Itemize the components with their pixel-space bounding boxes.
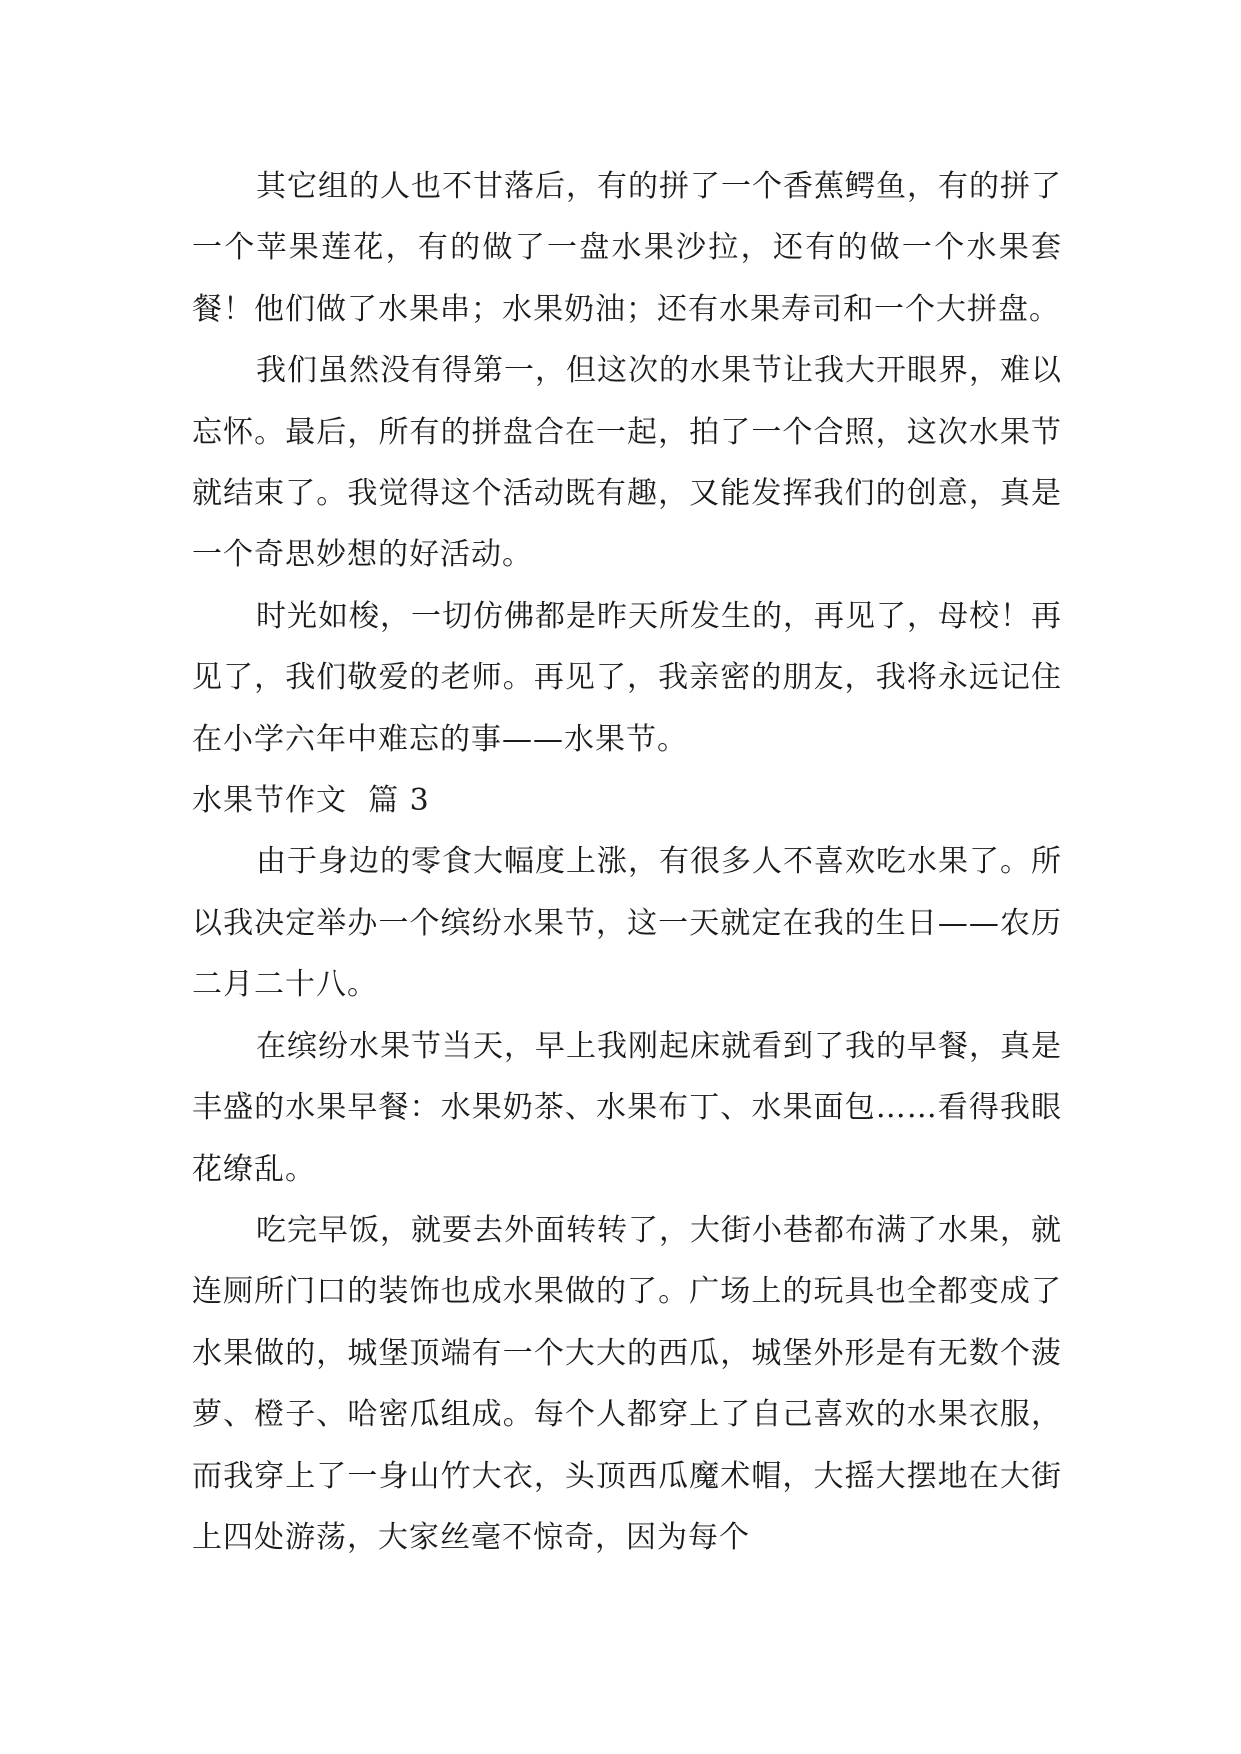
paragraph-snack-prices: 由于身边的零食大幅度上涨，有很多人不喜欢吃水果了。所以我决定举办一个缤纷水果节，这一天就定在我的生日——农历二月二十八。 [192, 844, 1062, 1003]
paragraph-not-first: 我们虽然没有得第一，但这次的水果节让我大开眼界，难以忘怀。最后，所有的拼盘合在一起，拍了一个合照，这次水果节就结束了。我觉得这个活动既有趣，又能发挥我们的创意，真是一个奇思妙想的好活动。 [192, 353, 1062, 573]
section-heading: 水果节作文 篇 3 [192, 783, 430, 819]
paragraph-other-groups: 其它组的人也不甘落后，有的拼了一个香蕉鳄鱼，有的拼了一个苹果莲花，有的做了一盘水果沙拉，还有的做一个水果套餐！他们做了水果串；水果奶油；还有水果寿司和一个大拼盘。 [192, 169, 1062, 327]
paragraph-breakfast: 在缤纷水果节当天，早上我刚起床就看到了我的早餐，真是丰盛的水果早餐：水果奶茶、水果布丁、水果面包……看得我眼花缭乱。 [192, 1028, 1062, 1187]
paragraph-farewell: 时光如梭，一切仿佛都是昨天所发生的，再见了，母校！再见了，我们敬爱的老师。再见了，我亲密的朋友，我将永远记住在小学六年中难忘的事——水果节。 [192, 598, 1062, 757]
document-body [192, 156, 1062, 1568]
paragraph-street-decor: 吃完早饭，就要去外面转转了，大街小巷都布满了水果，就连厕所门口的装饰也成水果做的了。广场上的玩具也全都变成了水果做的，城堡顶端有一个大大的西瓜，城堡外形是有无数个菠萝、橙子、哈密瓜组成。每个人都穿上了自己喜欢的水果衣服，而我穿上了一身山竹大衣，头顶西瓜魔术帽，大摇大摆地在大街上四处游荡，大家丝毫不惊奇，因为每个 [192, 1212, 1062, 1555]
